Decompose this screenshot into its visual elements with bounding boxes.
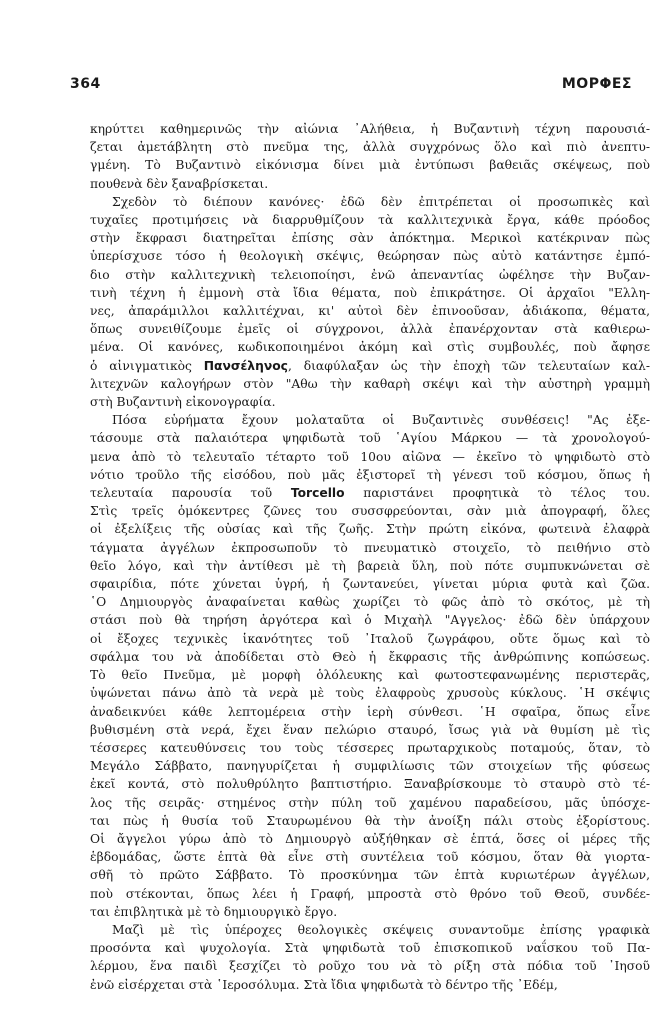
text-line: τάσουμε στὰ παλαιότερα ψηφιδωτὰ τοῦ ῾Αγίου Μάρκου — τὰ χρονολογού- — [90, 431, 650, 446]
text-line: σφαιρίδια, πότε χύνεται ὑγρή, ἡ ζωντανεύει, γίνεται μύρια φυτὰ καὶ ζῶα. — [90, 577, 650, 592]
emphasized-name: Torcello — [290, 486, 345, 501]
text-line: νες, ἀπαράμιλλοι καλλιτέχναι, κι' αὐτοὶ δὲν ἐπινοοῦσαν, ἀδιάκοπα, θέματα, — [90, 304, 650, 319]
text-line: ἑβδομάδας, ὥστε ἑπτὰ θὰ εἶνε στὴ συντέλεια τοῦ κόσμου, ὅταν θὰ γιορτα- — [90, 850, 650, 865]
text-line: μενα ἀπὸ τὸ τελευταῖο τέταρτο τοῦ 10ου αἰῶνα — ἐκεῖνο τὸ ψηφιδωτὸ στὸ — [90, 449, 650, 464]
text-line: τάγματα ἀγγέλων ἐκπροσωποῦν τὸ πνευματικὸ στοιχεῖο, τὸ πειθήνιο στὸ — [90, 540, 650, 555]
text-line: στὴ Βυζαντινὴ εἰκονογραφία. — [90, 395, 276, 410]
text-line: Οἱ ἄγγελοι γύρω ἀπὸ τὸ Δημιουργὸ αὐξήθηκαν σὲ ἑπτά, ὅσες οἱ μέρες τῆς — [90, 831, 650, 846]
text-line: διο στὴν καλλιτεχνικὴ τελειοποίησι, ἐνῶ ἀπεναντίας ὠφέλησε τὴν Βυζαν- — [90, 267, 650, 282]
text-line: ται πὼς ἡ θυσία τοῦ Σταυρωμένου θὰ τὴν ἀνοίξη πάλι στοὺς ἐξορίστους. — [90, 813, 650, 828]
text-line: βυθισμένη στὰ νερά, ἔχει ἕναν πελώριο σταυρό, ἴσως γιὰ νὰ θυμίση μὲ τὶς — [90, 722, 650, 737]
text-line: οἱ ἐξελίξεις τῆς οὐσίας καὶ τῆς ζωῆς. Στὴν πρώτη εἰκόνα, φωτεινὰ ἐλαφρὰ — [90, 522, 650, 537]
text-line: τελευταία παρουσία τοῦ Torcello παριστάνει προφητικὰ τὸ τέλος του. — [90, 486, 650, 501]
text-line: ὁ αἰνιγματικὸς Πανσέληνος, διαφύλαξαν ὡς τὴν ἐποχὴ τῶν τελευταίων καλ- — [90, 358, 650, 373]
page-header — [70, 76, 632, 96]
body-text — [90, 120, 650, 994]
text-line: Στὶς τρεῖς ὁμόκεντρες ζῶνες του συσσφρεύονται, σὰν μιὰ ἀπογραφή, ὅλες — [90, 504, 650, 519]
text-line: ἀναδεικνύει κάθε λεπτομέρεια στὴν ἱερὴ σύνθεσι. ῾Η σφαῖρα, ὅπως εἶνε — [90, 704, 650, 719]
text-line: Πόσα εὑρήματα ἔχουν μολαταῦτα οἱ Βυζαντινὲς συνθέσεις! "Ας ἐξε- — [112, 413, 650, 428]
text-line: σφάλμα του νὰ ἀποδίδεται στὸ Θεὸ ἡ ἔκφρασις τῆς ἀνθρώπινης κοπώσεως. — [90, 649, 650, 664]
text-line: Μεγάλο Σάββατο, πανηγυρίζεται ἡ συμφιλίωσις τῶν στοιχείων τῆς φύσεως — [90, 759, 650, 774]
text-line: ὅπως συνειθίζουμε ἐμεῖς οἱ σύγχρονοι, ἀλλὰ ἐπανέρχονταν στὰ καθιερω- — [90, 322, 650, 337]
text-line: κηρύττει καθημερινῶς τὴν αἰώνια ᾿Αλήθεια, ἡ Βυζαντινὴ τέχνη παρουσιά- — [90, 122, 650, 136]
text-line: σθῆ τὸ πρῶτο Σάββατο. Τὸ προσκύνημα τῶν ἑπτὰ κυριωτέρων ἀγγέλων, — [90, 868, 650, 883]
text-line: θεῖο λόγο, καὶ τὴν ἀντίθεσι μὲ τὴ βαρειὰ ὕλη, ποὺ πότε συμπυκνώνεται σὲ — [90, 558, 650, 573]
text-line: τινὴ τέχνη ἡ ἐμμονὴ στὰ ἴδια θέματα, ποὺ ἐπικράτησε. Οἱ ἀρχαῖοι "Ελλη- — [90, 285, 650, 300]
text-line: γμένη. Τὸ Βυζαντινὸ εἰκόνισμα δίνει μιὰ ἐντύπωσι βαθειᾶς σκέψεως, ποὺ — [90, 158, 650, 173]
text-line: ζεται ἀμετάβλητη στὸ πνεῦμα της, ἀλλὰ συγχρόνως ὅλο καὶ πιὸ ἀνεπτυ- — [90, 140, 650, 155]
text-line: ὑπερίσχυσε τόσο ἡ θεολογικὴ σκέψις, θεώρησαν πὼς αὐτὸ κατάντησε ἐμπό- — [90, 249, 650, 264]
paragraph — [90, 120, 650, 193]
page-number: 364 — [70, 76, 101, 92]
text-line: Σχεδὸν τὸ διέπουν κανόνες· ἐδῶ δὲν ἐπιτρέπεται οἱ προσωπικὲς καὶ — [112, 194, 650, 209]
text-line: ἐκεῖ κοντά, στὸ πολυθρύλητο βαπτιστήριο. Ξαναβρίσκουμε τὸ σταυρὸ στὸ τέ- — [90, 777, 650, 792]
text-line: ὑψώνεται πάνω ἀπὸ τὰ νερὰ μὲ τοὺς ἐλαφροὺς χρυσοὺς κύκλους. ῾Η σκέψις — [90, 686, 650, 701]
paragraph — [90, 411, 650, 921]
text-line: οἱ ἔξοχες τεχνικὲς ἱκανότητες τοῦ ᾿Ιταλοῦ ζωγράφου, οὔτε ὅμως καὶ τὸ — [90, 631, 650, 646]
text-line: ἐνῶ εἰσέρχεται στὰ ῾Ιεροσόλυμα. Στὰ ἴδια ψηφιδωτὰ τὸ δέντρο τῆς ᾿Εδέμ, — [90, 977, 558, 992]
text-line: μένα. Οἱ κανόνες, κωδικοποιημένοι ἀκόμη καὶ στὶς συμβουλές, ποὺ ἄφησε — [90, 340, 650, 355]
paragraph — [90, 193, 650, 411]
running-title: ΜΟΡΦΕΣ — [561, 76, 632, 92]
text-line: λέρμου, ἕνα παιδὶ ξεσχίζει τὸ ροῦχο του νὰ τὸ ρίξη στὰ πόδια τοῦ ᾿Ιησοῦ — [90, 959, 650, 974]
text-line: προσόντα καὶ ψυχολογία. Στὰ ψηφιδωτὰ τοῦ ἐπισκοπικοῦ ναΐσκου τοῦ Πα- — [90, 941, 650, 956]
paragraph — [90, 921, 650, 994]
text-line: Μαζὶ μὲ τὶς ὑπέροχες θεολογικὲς σκέψεις συναντοῦμε ἐπίσης γραφικὰ — [112, 922, 650, 937]
text-line: λιτεχνῶν καλογήρων στὸν "Αθω τὴν καθαρὴ σκέψι καὶ τὴν αὐστηρὴ γραμμὴ — [90, 376, 650, 391]
emphasized-name: Πανσέληνος — [203, 358, 288, 373]
text-line: νότιο τροῦλο τῆς εἰσόδου, ποὺ μᾶς ἐξιστορεῖ τὴ γένεσι τοῦ κόσμου, ὅπως ἡ — [90, 467, 650, 482]
text-line: πουθενὰ δὲν ξαναβρίσκεται. — [90, 176, 269, 191]
text-line: στὴν ἔκφρασι διατηρεῖται ἐπίσης σὰν ἀπόκτημα. Μερικοὶ κατέκριναν πὼς — [90, 231, 650, 246]
text-line: ται ἐπιβλητικὰ μὲ τὸ δημιουργικὸ ἔργο. — [90, 904, 338, 919]
text-line: Τὸ θεῖο Πνεῦμα, μὲ μορφὴ ὁλόλευκης καὶ φωτοστεφανωμένης περιστερᾶς, — [90, 668, 650, 683]
text-line: τέσσερες κατευθύνσεις του τοὺς τέσσερες πρωταρχικοὺς ποταμούς, ὅταν, τὸ — [90, 740, 650, 755]
text-line: τυχαῖες προτιμήσεις νὰ διαρρυθμίζουν τὰ καλλιτεχνικὰ ἔργα, κάθε πρόοδος — [90, 213, 650, 228]
text-line: λος τῆς σειρᾶς· στημένος στὴν πύλη τοῦ χαμένου παραδείσου, μᾶς ὑπόσχε- — [90, 795, 650, 810]
text-line: ποὺ στέκονται, ὅπως λέει ἡ Γραφή, μπροστὰ στὸ θρόνο τοῦ Θεοῦ, συνδέε- — [90, 886, 650, 901]
text-line: στάσι ποὺ θὰ τηρήση ἀργότερα καὶ ὁ Μιχαὴλ "Αγγελος· ἐδῶ δὲν ὑπάρχουν — [90, 613, 650, 628]
text-line: ῾Ο Δημιουργὸς ἀναφαίνεται καθὼς χωρίζει τὸ φῶς ἀπὸ τὸ σκότος, μὲ τὴ — [90, 595, 650, 610]
